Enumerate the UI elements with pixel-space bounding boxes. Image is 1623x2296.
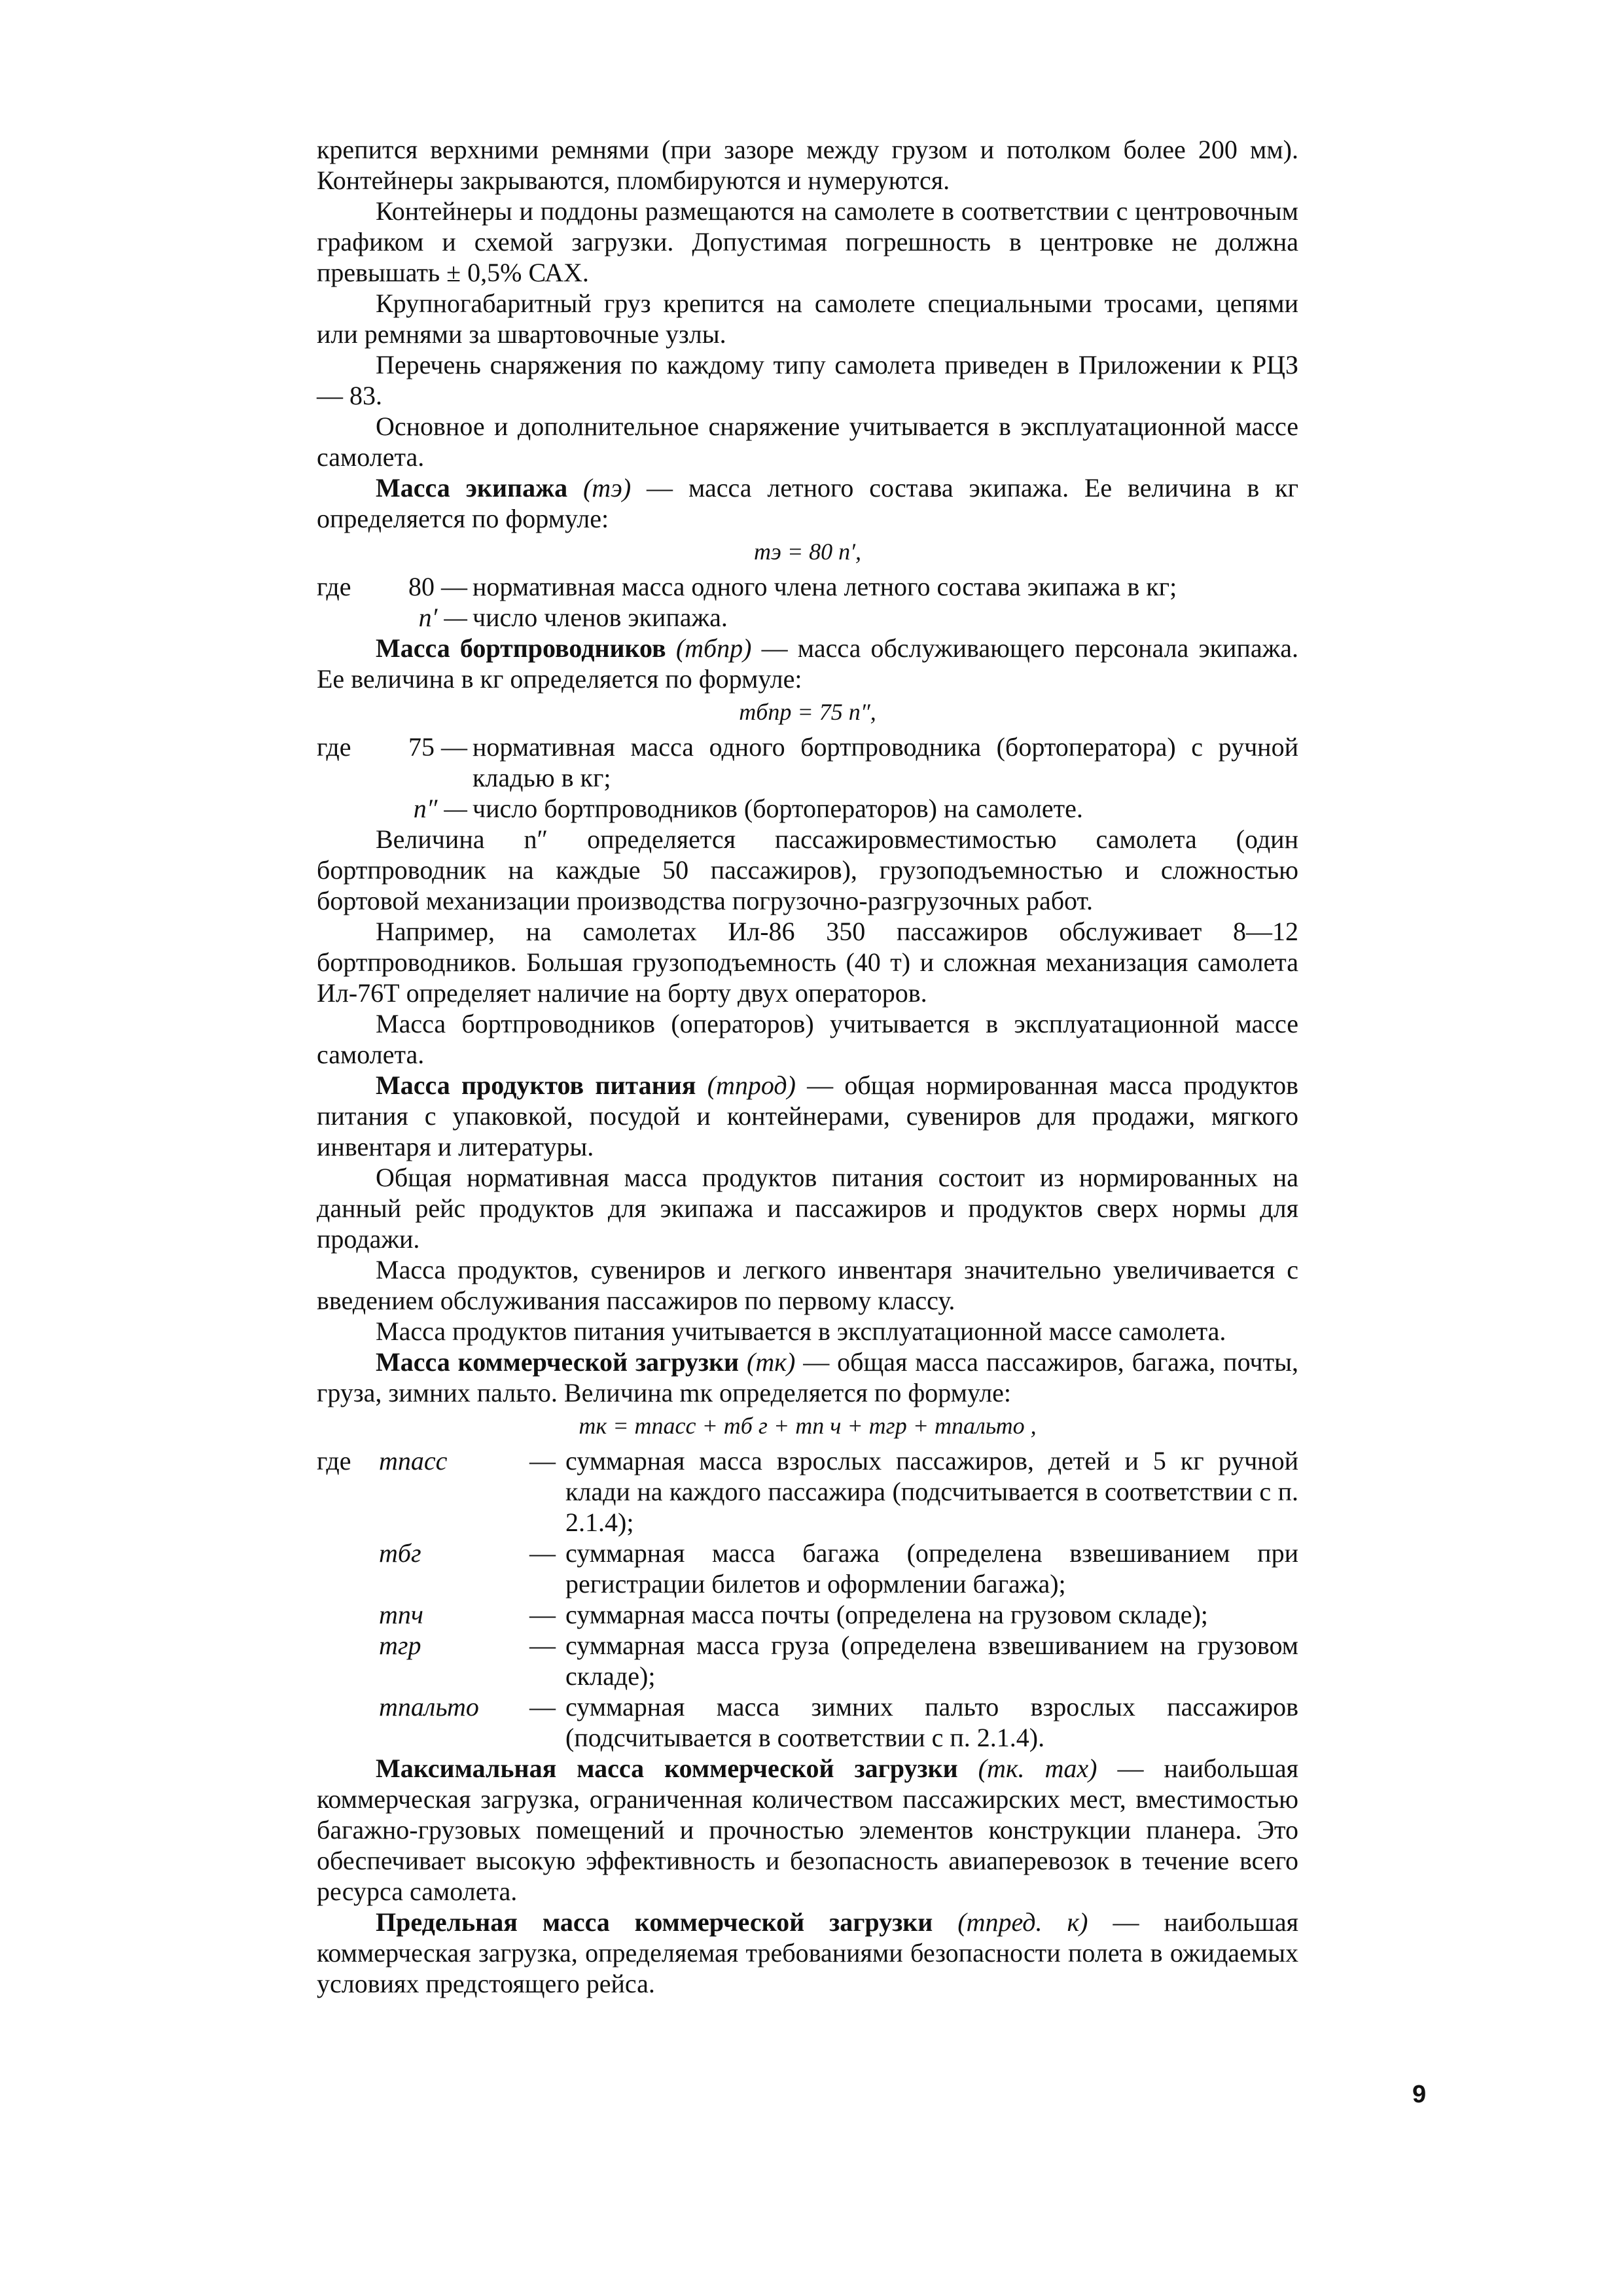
limit-load-symbol: (mпред. к) <box>957 1907 1088 1937</box>
crew-def-80 <box>317 571 1298 602</box>
component-symbol: mпч <box>379 1600 423 1629</box>
food-mass-symbol: (mпрод) <box>707 1070 796 1100</box>
attendants-def-n-lead: n″ — <box>413 794 467 823</box>
max-load-definition <box>317 1753 1298 1907</box>
attendants-paragraph-1: Величина n″ определяется пассажировместимостью самолета (один бортпроводник на каждые 50 пассажиров), грузоподъемностью и сложностью бортовой механизации производства погрузочно-разгрузочных работ. <box>317 824 1298 915</box>
limit-load-definition <box>317 1907 1298 1999</box>
crew-def-n <box>317 602 1298 633</box>
max-load-term: Максимальная масса коммерческой загрузки <box>376 1754 958 1783</box>
crew-mass-text: — масса летного состава экипажа. Ее величина в кг определяется по формуле: <box>317 473 1299 533</box>
commercial-component-row <box>317 1445 1298 1538</box>
component-description: суммарная масса груза (определена взвешиванием на грузовом складе); <box>565 1631 1298 1691</box>
limit-load-term: Предельная масса коммерческой загрузки <box>376 1907 933 1937</box>
component-symbol: mпасс <box>379 1446 448 1475</box>
crew-def-n-text: число членов экипажа. <box>473 603 728 632</box>
paragraph-oversized-cargo: Крупногабаритный груз крепится на самолете специальными тросами, цепями или ремнями за швартовочные узлы. <box>317 289 1298 349</box>
crew-def-80-text: нормативная масса одного члена летного состава экипажа в кг; <box>473 572 1177 601</box>
attendants-mass-definition <box>317 633 1298 694</box>
commercial-mass-symbol: (mк) <box>747 1347 796 1377</box>
limit-load-text: — наибольшая коммерческая загрузка, определяемая требованиями безопасности полета в ожидаемых условиях предстоящего рейса. <box>317 1907 1298 1998</box>
component-description: суммарная масса взрослых пассажиров, детей и 5 кг ручной клади на каждого пассажира (подсчитывается в соответствии с п. 2.1.4); <box>565 1446 1298 1537</box>
component-dash: — <box>529 1600 556 1629</box>
crew-mass-definition <box>317 472 1298 534</box>
attendants-def-n <box>317 793 1298 824</box>
commercial-component-row <box>317 1538 1298 1599</box>
crew-def-80-lead: 80 — <box>408 572 467 601</box>
commercial-mass-formula: mк = mпасс + mб г + mп ч + mгр + mпальто , <box>579 1413 1037 1439</box>
commercial-component-row <box>317 1691 1298 1753</box>
attendants-def-75-text: нормативная масса одного бортпроводника (бортоператора) с ручной кладью в кг; <box>473 732 1298 792</box>
component-description: суммарная масса зимних пальто взрослых пассажиров (подсчитывается в соответствии с п. 2.1.4). <box>565 1692 1298 1752</box>
food-mass-text: — общая нормированная масса продуктов питания с упаковкой, посудой и контейнерами, сувениров для продажи, мягкого инвентаря и литературы. <box>317 1070 1298 1161</box>
where-label: где <box>317 572 351 601</box>
component-symbol: mпальто <box>379 1692 479 1722</box>
paragraph-container-placement: Контейнеры и поддоны размещаются на самолете в соответствии с центровочным графиком и схемой загрузки. Допустимая погрешность в центровке не должна превышать ± 0,5% САХ. <box>317 196 1298 287</box>
food-mass-term: Масса продуктов питания <box>376 1070 696 1100</box>
food-paragraph-1: Общая нормативная масса продуктов питания состоит из нормированных на данный рейс продуктов для экипажа и пассажиров и продуктов сверх нормы для продажи. <box>317 1163 1298 1254</box>
attendants-mass-formula: mбпр = 75 n″, <box>739 699 876 725</box>
attendants-def-n-text: число бортпроводников (бортоператоров) на самолете. <box>473 794 1083 823</box>
component-dash: — <box>529 1446 556 1475</box>
commercial-mass-definition <box>317 1347 1298 1408</box>
attendants-mass-term: Масса бортпроводников <box>376 633 666 663</box>
commercial-component-row <box>317 1630 1298 1691</box>
commercial-component-row <box>317 1599 1298 1630</box>
attendants-paragraph-2: Например, на самолетах Ил-86 350 пассажиров обслуживает 8—12 бортпроводников. Большая грузоподъемность (40 т) и сложная механизация самолета Ил-76Т определяет наличие на борту двух операторов. <box>317 917 1298 1008</box>
component-description: суммарная масса почты (определена на грузовом складе); <box>565 1600 1208 1629</box>
page-number: 9 <box>1412 2081 1427 2108</box>
component-dash: — <box>529 1692 556 1722</box>
attendants-mass-text: — масса обслуживающего персонала экипажа. Ее величина в кг определяется по формуле: <box>317 633 1299 694</box>
max-load-text: — наибольшая коммерческая загрузка, ограниченная количеством пассажирских мест, вместимостью багажно-грузовых помещений и прочностью элементов конструкции планера. Это обеспечивает высокую эффективность и безопасность авиаперевозок в течение всего ресурса самолета. <box>317 1754 1299 1906</box>
where-label: где <box>317 732 351 762</box>
component-dash: — <box>529 1631 556 1660</box>
food-paragraph-2: Масса продуктов, сувениров и легкого инвентаря значительно увеличивается с введением обслуживания пассажиров по первому классу. <box>317 1255 1298 1315</box>
document-body <box>317 134 1298 1999</box>
attendants-def-75 <box>317 732 1298 793</box>
commercial-mass-term: Масса коммерческой загрузки <box>376 1347 740 1377</box>
crew-mass-symbol: (mэ) <box>582 473 632 503</box>
component-where-label: где <box>317 1446 351 1475</box>
attendants-def-75-lead: 75 — <box>408 732 467 762</box>
food-mass-definition <box>317 1070 1298 1162</box>
component-symbol: mгр <box>379 1631 421 1660</box>
crew-def-n-lead: n′ — <box>418 603 467 632</box>
attendants-paragraph-3: Масса бортпроводников (операторов) учитывается в эксплуатационной массе самолета. <box>317 1009 1298 1069</box>
paragraph-equipment-list: Перечень снаряжения по каждому типу самолета приведен в Приложении к РЦЗ — 83. <box>317 350 1298 410</box>
max-load-symbol: (mк. max) <box>978 1754 1097 1783</box>
commercial-components-list <box>317 1445 1298 1753</box>
commercial-mass-text: — общая масса пассажиров, багажа, почты, груза, зимних пальто. Величина mк определяется по формуле: <box>317 1347 1299 1407</box>
paragraph-container-fastening: крепится верхними ремнями (при зазоре между грузом и потолком более 200 мм). Контейнеры закрываются, пломбируются и нумеруются. <box>317 135 1298 195</box>
attendants-mass-symbol: (mбпр) <box>675 633 752 663</box>
crew-mass-formula: mэ = 80 n′, <box>753 539 862 565</box>
component-symbol: mбг <box>379 1538 421 1568</box>
crew-mass-term: Масса экипажа <box>376 473 568 503</box>
component-dash: — <box>529 1538 556 1568</box>
paragraph-equipment-mass: Основное и дополнительное снаряжение учитывается в эксплуатационной массе самолета. <box>317 412 1298 472</box>
food-paragraph-3: Масса продуктов питания учитывается в эксплуатационной массе самолета. <box>376 1316 1226 1346</box>
component-description: суммарная масса багажа (определена взвешиванием при регистрации билетов и оформлении багажа); <box>565 1538 1298 1598</box>
